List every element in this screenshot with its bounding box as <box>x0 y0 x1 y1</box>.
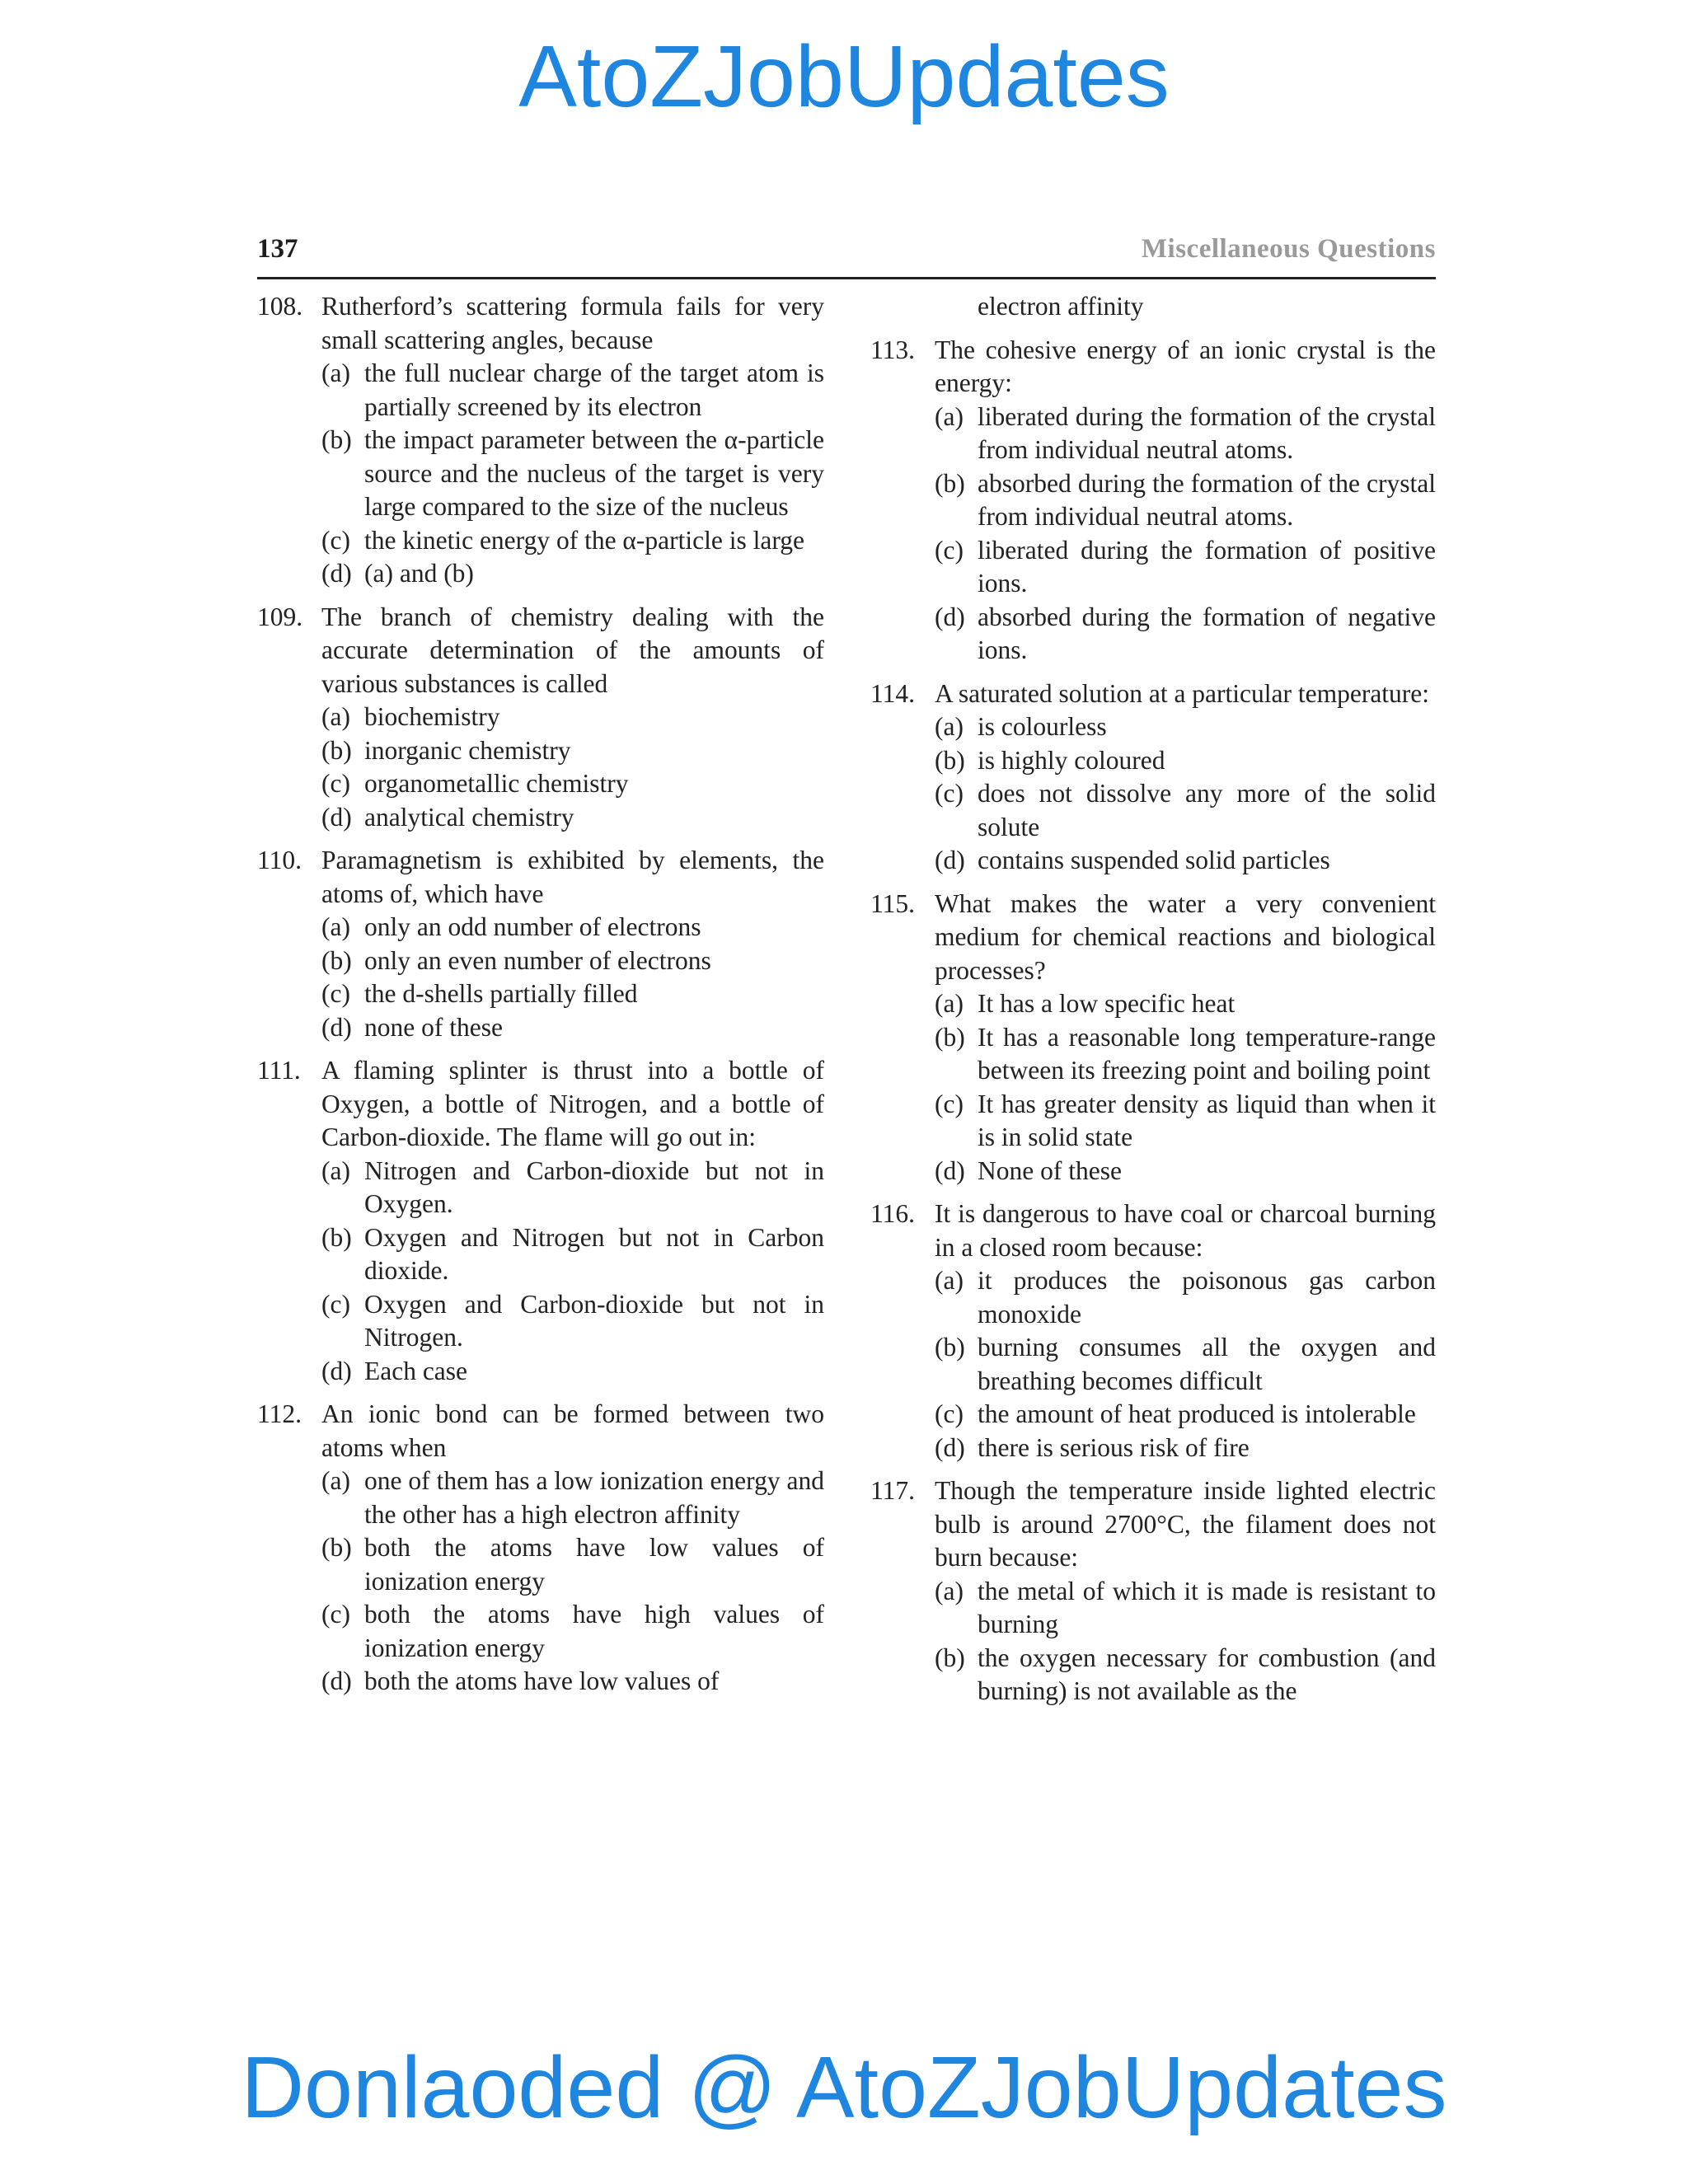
option-label: (d) <box>935 1155 965 1185</box>
option-b <box>257 424 824 524</box>
left-column <box>257 290 824 1708</box>
option-label: (b) <box>321 735 352 765</box>
running-head: Miscellaneous Questions <box>1141 234 1436 264</box>
option-text: is colourless <box>978 712 1107 741</box>
option-b <box>257 734 824 768</box>
option-label: (b) <box>935 1022 965 1052</box>
option-a <box>870 401 1436 467</box>
question-text: Though the temperature inside lighted electric bulb is around 2700°C, the filament does not burn because: <box>935 1476 1436 1572</box>
question-number: 112. <box>257 1399 302 1428</box>
option-a <box>870 1575 1436 1642</box>
option-label: (a) <box>321 1155 350 1185</box>
question-117 <box>870 1474 1436 1708</box>
option-text: inorganic chemistry <box>364 735 571 765</box>
option-text: does not dissolve any more of the solid solute <box>978 779 1436 841</box>
watermark-top: AtoZJobUpdates <box>518 28 1170 125</box>
option-a <box>870 1264 1436 1331</box>
right-column-questions <box>870 334 1436 1708</box>
right-column <box>870 290 1436 1718</box>
question-112 <box>257 1398 824 1699</box>
option-text: both the atoms have low values of <box>364 1666 720 1695</box>
question-number: 117. <box>870 1476 915 1505</box>
question-text: A saturated solution at a particular temperature: <box>935 678 1430 708</box>
option-text: one of them has a low ionization energy and the other has a high electron affinity <box>364 1466 824 1529</box>
option-text: It has a reasonable long temperature-range between its freezing point and boiling point <box>978 1022 1436 1085</box>
option-c <box>870 1088 1436 1155</box>
question-text: The branch of chemistry dealing with the accurate determination of the amounts of various substances is called <box>321 602 824 698</box>
option-label: (c) <box>321 1600 350 1629</box>
page-header <box>257 232 1436 265</box>
option-label: (a) <box>321 702 350 731</box>
option-text: the kinetic energy of the α-particle is large <box>364 525 805 555</box>
question-stem <box>257 844 824 911</box>
option-b <box>257 1221 824 1288</box>
option-label: (d) <box>935 846 965 874</box>
option-label: (c) <box>935 779 964 808</box>
option-text: Nitrogen and Carbon-dioxide but not in Oxygen. <box>364 1155 824 1218</box>
option-label: (d) <box>321 1356 352 1385</box>
option-text: is highly coloured <box>978 745 1165 775</box>
option-a <box>870 710 1436 744</box>
option-d <box>257 1011 824 1045</box>
option-d <box>257 1665 824 1699</box>
option-label: (d) <box>321 1666 352 1695</box>
question-111 <box>257 1054 824 1388</box>
option-d <box>870 601 1436 668</box>
option-a <box>870 987 1436 1021</box>
option-label: (c) <box>321 769 350 798</box>
option-text: it produces the poisonous gas carbon monoxide <box>978 1266 1436 1329</box>
option-label: (b) <box>935 468 965 498</box>
option-text: (a) and (b) <box>364 559 474 588</box>
question-stem <box>257 601 824 701</box>
option-b <box>257 1531 824 1598</box>
question-108 <box>257 290 824 591</box>
option-label: (b) <box>321 1533 352 1562</box>
option-text: the impact parameter between the α-particle source and the nucleus of the target is very large compared to the size of the nucleus <box>364 425 824 521</box>
option-text: contains suspended solid particles <box>978 846 1330 874</box>
question-110 <box>257 844 824 1044</box>
option-text: burning consumes all the oxygen and breathing becomes difficult <box>978 1333 1436 1395</box>
option-b <box>870 744 1436 778</box>
option-label: (d) <box>935 602 965 631</box>
option-label: (b) <box>935 1333 965 1361</box>
option-label: (b) <box>321 425 352 454</box>
option-a <box>257 1465 824 1531</box>
option-text: Oxygen and Carbon-dioxide but not in Nitrogen. <box>364 1289 824 1352</box>
option-label: (d) <box>321 559 352 588</box>
option-c <box>257 767 824 801</box>
option-text: biochemistry <box>364 702 500 731</box>
option-b <box>870 1331 1436 1398</box>
page-number: 137 <box>257 234 298 264</box>
option-text: the full nuclear charge of the target atom is partially screened by its electron <box>364 359 824 421</box>
question-text: Rutherford’s scattering formula fails for very small scattering angles, because <box>321 292 824 354</box>
option-d <box>870 844 1436 878</box>
option-a <box>257 1155 824 1221</box>
option-c <box>257 524 824 558</box>
option-label: (a) <box>935 1266 964 1295</box>
option-b <box>870 467 1436 534</box>
option-text: None of these <box>978 1155 1122 1185</box>
option-label: (c) <box>935 535 964 565</box>
option-label: (a) <box>935 1576 964 1605</box>
option-label: (b) <box>935 1643 965 1672</box>
option-a <box>257 701 824 734</box>
option-label: (b) <box>321 1222 352 1252</box>
option-text: the amount of heat produced is intolerable <box>978 1399 1416 1428</box>
option-b <box>870 1021 1436 1088</box>
question-stem <box>257 290 824 357</box>
question-109 <box>257 601 824 835</box>
option-d <box>870 1155 1436 1188</box>
option-text: absorbed during the formation of negative ions. <box>978 602 1436 664</box>
option-text: organometallic chemistry <box>364 769 629 798</box>
question-number: 113. <box>870 335 915 364</box>
option-label: (c) <box>321 979 350 1008</box>
question-number: 115. <box>870 888 915 918</box>
option-d <box>257 801 824 835</box>
question-text: What makes the water a very convenient medium for chemical reactions and biological processes? <box>935 888 1436 985</box>
question-continuation: electron affinity <box>978 292 1144 321</box>
option-text: It has a low specific heat <box>978 989 1236 1018</box>
header-rule <box>257 277 1436 279</box>
question-text: It is dangerous to have coal or charcoal burning in a closed room because: <box>935 1199 1436 1262</box>
question-stem <box>870 1197 1436 1264</box>
option-c <box>870 777 1436 844</box>
question-number: 114. <box>870 678 915 708</box>
option-label: (a) <box>321 359 350 387</box>
option-label: (a) <box>321 1466 350 1495</box>
option-d <box>257 1355 824 1389</box>
option-text: liberated during the formation of the crystal from individual neutral atoms. <box>978 401 1436 464</box>
option-text: there is serious risk of fire <box>978 1432 1250 1462</box>
option-label: (c) <box>935 1089 964 1118</box>
option-d <box>870 1432 1436 1465</box>
question-stem <box>257 1398 824 1465</box>
option-text: only an odd number of electrons <box>364 912 701 941</box>
option-c <box>257 1598 824 1665</box>
question-113 <box>870 334 1436 668</box>
question-stem <box>257 1054 824 1155</box>
option-label: (b) <box>321 945 352 975</box>
option-text: absorbed during the formation of the crystal from individual neutral atoms. <box>978 468 1436 531</box>
option-label: (a) <box>935 401 964 431</box>
option-text: Each case <box>364 1356 468 1385</box>
question-115 <box>870 888 1436 1188</box>
option-a <box>257 911 824 944</box>
option-d <box>257 557 824 591</box>
question-text: Paramagnetism is exhibited by elements, the atoms of, which have <box>321 846 824 908</box>
question-text: An ionic bond can be formed between two atoms when <box>321 1399 824 1462</box>
option-b <box>870 1642 1436 1708</box>
watermark-bottom: Donlaoded @ AtoZJobUpdates <box>241 2039 1447 2136</box>
question-number: 116. <box>870 1199 915 1228</box>
option-b <box>257 944 824 978</box>
question-number: 108. <box>257 292 303 321</box>
question-text: The cohesive energy of an ionic crystal is the energy: <box>935 335 1436 397</box>
option-label: (a) <box>935 712 964 741</box>
option-label: (c) <box>935 1399 964 1428</box>
option-label: (d) <box>935 1432 965 1462</box>
option-label: (d) <box>321 802 352 832</box>
option-label: (d) <box>321 1012 352 1042</box>
option-c <box>257 977 824 1011</box>
option-a <box>257 357 824 424</box>
question-number: 109. <box>257 602 303 631</box>
question-stem <box>870 888 1436 988</box>
option-text: the d-shells partially filled <box>364 979 638 1008</box>
option-text: liberated during the formation of positive ions. <box>978 535 1436 598</box>
question-number: 110. <box>257 846 302 874</box>
option-label: (a) <box>321 912 350 941</box>
option-text: both the atoms have high values of ionization energy <box>364 1600 824 1662</box>
question-stem <box>870 677 1436 711</box>
option-text: the oxygen necessary for combustion (and burning) is not available as the <box>978 1643 1436 1705</box>
question-number: 111. <box>257 1056 301 1085</box>
question-116 <box>870 1197 1436 1465</box>
option-text: the metal of which it is made is resistant to burning <box>978 1576 1436 1638</box>
option-text: none of these <box>364 1012 503 1042</box>
option-c <box>870 534 1436 601</box>
option-label: (a) <box>935 989 964 1018</box>
question-stem <box>870 1474 1436 1575</box>
question-text: A flaming splinter is thrust into a bottle of Oxygen, a bottle of Nitrogen, and a bottle of Carbon-dioxide. The flame will go out in: <box>321 1056 824 1151</box>
option-text: Oxygen and Nitrogen but not in Carbon dioxide. <box>364 1222 824 1285</box>
option-text: It has greater density as liquid than when it is in solid state <box>978 1089 1436 1151</box>
option-c <box>870 1398 1436 1432</box>
option-label: (c) <box>321 525 350 555</box>
option-text: analytical chemistry <box>364 802 574 832</box>
question-stem <box>870 334 1436 401</box>
question-114 <box>870 677 1436 878</box>
option-text: only an even number of electrons <box>364 945 711 975</box>
option-text: both the atoms have low values of ionization energy <box>364 1533 824 1596</box>
option-c <box>257 1288 824 1355</box>
option-label: (b) <box>935 745 965 775</box>
option-label: (c) <box>321 1289 350 1319</box>
